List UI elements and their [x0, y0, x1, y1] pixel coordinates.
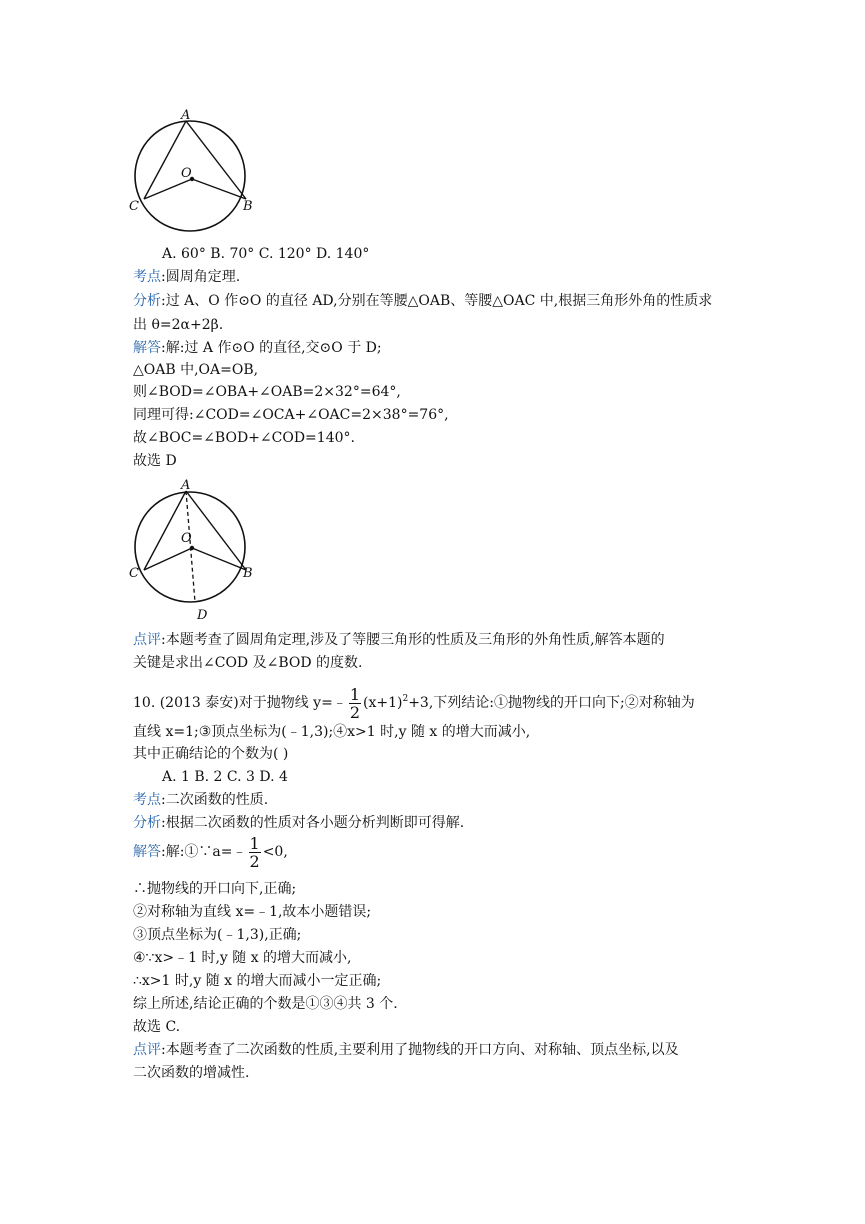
circle-figure-2	[125, 476, 265, 630]
q10-fraction	[349, 686, 361, 721]
q9-answer: 故选 D	[133, 453, 177, 469]
label-D: D	[197, 608, 208, 623]
q10-stem-line3: 其中正确结论的个数为( )	[133, 746, 289, 762]
kaodian-text: :二次函数的性质.	[161, 792, 269, 808]
kaodian-text: :圆周角定理.	[161, 269, 241, 285]
q10-answer: 故选 C.	[133, 1019, 181, 1035]
q10-dianping	[133, 1041, 679, 1059]
label-C: C	[129, 199, 139, 214]
jieda-tag: 解答	[133, 844, 161, 860]
q9-dianping	[133, 631, 665, 649]
circle-diagram-2	[125, 476, 265, 626]
q9-dianping-line2: 关键是求出∠COD 及∠BOD 的度数.	[133, 655, 363, 671]
label-A: A	[181, 478, 191, 493]
fenxi-tag: 分析	[133, 293, 161, 309]
q9-fenxi-line2: 出 θ=2α+2β.	[133, 317, 224, 333]
jieda-text: :解:过 A 作⊙O 的直径,交⊙O 于 D;	[161, 340, 382, 356]
q10-step: 综上所述,结论正确的个数是①③④共 3 个.	[133, 996, 398, 1012]
fraction-numerator: 1	[349, 684, 360, 704]
q10-stem-expr: (x+1)	[363, 695, 403, 711]
dianping-tag: 点评	[133, 1042, 161, 1058]
q10-stem	[133, 681, 695, 721]
circle-diagram-1	[125, 106, 265, 242]
q10-step: ④∵x>﹣1 时,y 随 x 的增大而减小,	[133, 950, 352, 966]
label-C: C	[129, 566, 139, 581]
label-A: A	[181, 108, 191, 123]
q10-kaodian	[133, 791, 268, 809]
q9-options: A. 60° B. 70° C. 120° D. 140°	[162, 246, 370, 262]
q9-fenxi	[133, 292, 712, 310]
fenxi-text: :过 A、O 作⊙O 的直径 AD,分别在等腰△OAB、等腰△OAC 中,根据三角形外角的性质求	[161, 293, 713, 309]
fraction-numerator: 1	[249, 833, 260, 853]
q10-fenxi	[133, 814, 464, 832]
q10-stem-line2: 直线 x=1;③顶点坐标为(﹣1,3);④x>1 时,y 随 x 的增大而减小,	[133, 724, 531, 740]
q10-dianping-line2: 二次函数的增减性.	[133, 1065, 250, 1081]
dianping-text: :本题考查了圆周角定理,涉及了等腰三角形的性质及三角形的外角性质,解答本题的	[161, 632, 665, 648]
fraction-denominator: 2	[349, 702, 360, 722]
q9-step: 同理可得:∠COD=∠OCA+∠OAC=2×38°=76°,	[133, 407, 449, 423]
q10-options: A. 1 B. 2 C. 3 D. 4	[162, 769, 288, 785]
fraction-denominator: 2	[249, 851, 260, 871]
dianping-text: :本题考查了二次函数的性质,主要利用了抛物线的开口方向、对称轴、顶点坐标,以及	[161, 1042, 679, 1058]
q10-step: ②对称轴为直线 x=﹣1,故本小题错误;	[133, 904, 372, 920]
q9-step: △OAB 中,OA=OB,	[133, 362, 259, 378]
jieda-prefix: :解:①∵a=﹣	[161, 844, 247, 860]
q9-step: 则∠BOD=∠OBA+∠OAB=2×32°=64°,	[133, 384, 401, 400]
fenxi-tag: 分析	[133, 815, 161, 831]
dianping-tag: 点评	[133, 632, 161, 648]
q10-step: ③顶点坐标为(﹣1,3),正确;	[133, 927, 302, 943]
kaodian-tag: 考点	[133, 269, 161, 285]
q10-stem-prefix: 10. (2013 泰安)对于抛物线 y=﹣	[133, 695, 347, 711]
q10-stem-suffix: +3,下列结论:①抛物线的开口向下;②对称轴为	[408, 695, 695, 711]
label-B: B	[243, 566, 253, 581]
q9-step: 故∠BOC=∠BOD+∠COD=140°.	[133, 430, 355, 446]
label-O: O	[181, 531, 192, 546]
kaodian-tag: 考点	[133, 792, 161, 808]
fenxi-text: :根据二次函数的性质对各小题分析判断即可得解.	[161, 815, 465, 831]
q9-jieda	[133, 339, 382, 357]
q10-step: ∴x>1 时,y 随 x 的增大而减小一定正确;	[133, 973, 382, 989]
jieda-fraction	[249, 835, 261, 870]
jieda-tag: 解答	[133, 340, 161, 356]
q10-jieda	[133, 832, 288, 872]
label-O: O	[181, 166, 192, 181]
circle-figure-1	[125, 106, 265, 246]
q10-step: ∴抛物线的开口向下,正确;	[133, 881, 297, 897]
q9-kaodian	[133, 268, 240, 286]
jieda-suffix: <0,	[262, 844, 288, 860]
label-B: B	[243, 199, 253, 214]
q10-stem-exponent: 2	[402, 694, 409, 704]
